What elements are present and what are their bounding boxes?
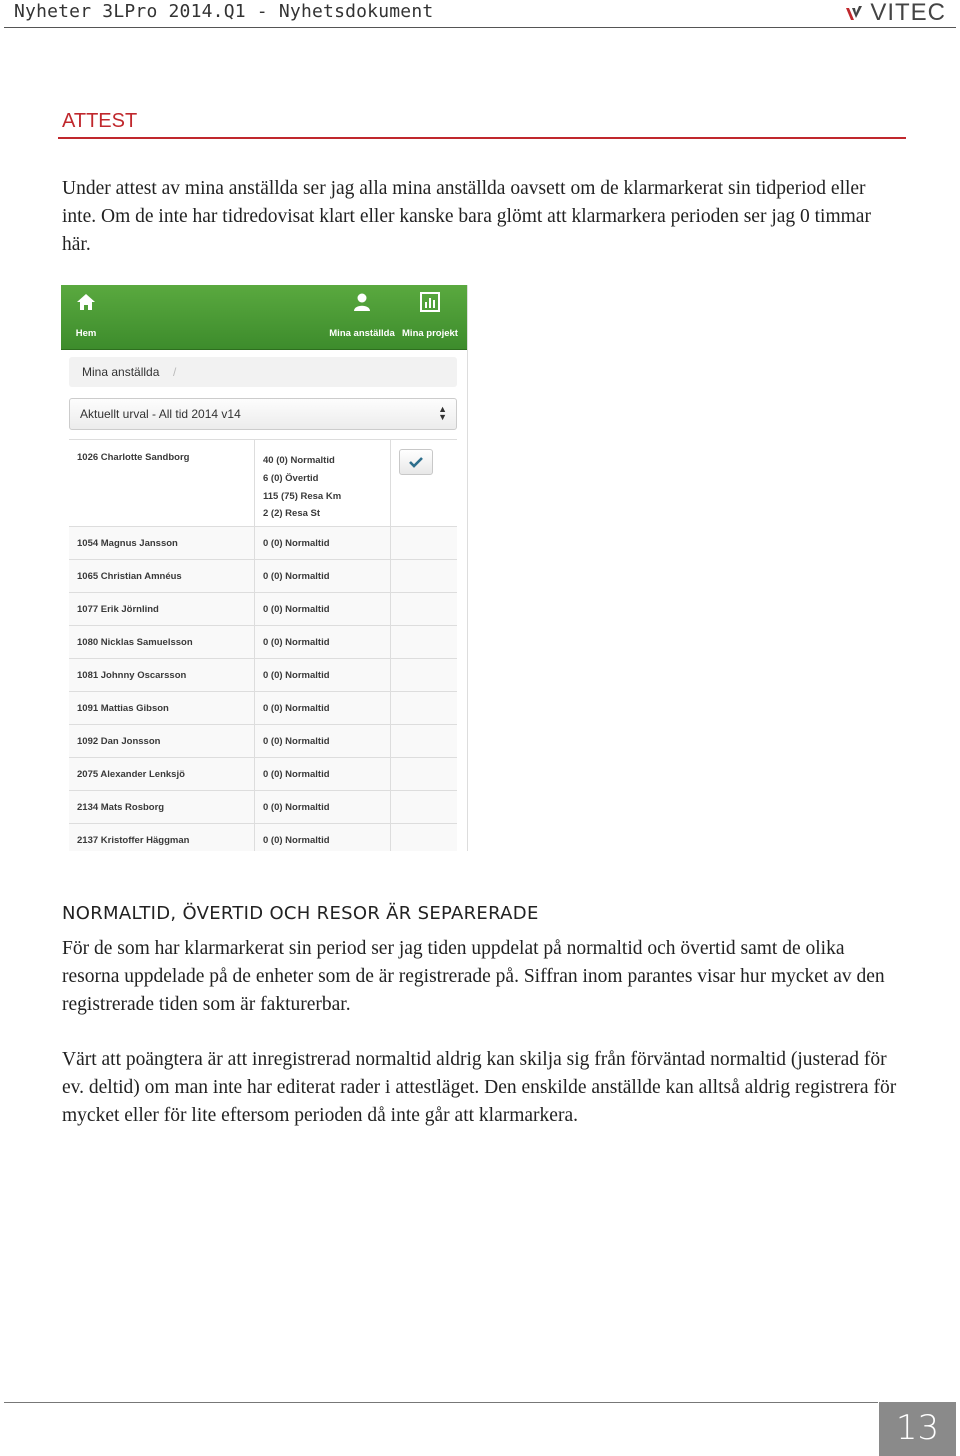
table-row[interactable] — [69, 593, 457, 626]
period-select-value: Aktuellt urval - All tid 2014 v14 — [80, 407, 241, 421]
checkmark-icon — [409, 456, 423, 468]
time-line: 40 (0) Normaltid — [263, 455, 335, 466]
time-line: 6 (0) Övertid — [263, 472, 319, 484]
app-screenshot — [61, 285, 468, 851]
intro-paragraph: Under attest av mina anställda ser jag alla mina anställda oavsett om de klarmarkerat sin tidperiod eller inte. Om de inte har tidredovisat klart eller kanske bara glömt att klarmarkera perioden ser jag 0 timmar här. — [62, 178, 871, 255]
breadcrumb-current: Mina anställda — [82, 365, 160, 379]
section-rule — [58, 137, 906, 139]
time-line: 115 (75) Resa Km — [263, 490, 342, 502]
table-row[interactable] — [69, 692, 457, 725]
vitec-logo-text: VITEC — [870, 0, 946, 26]
time-value: 0 (0) Normaltid — [263, 571, 330, 582]
page-header — [0, 0, 960, 28]
body-paragraph: För de som har klarmarkerat sin period ser jag tiden uppdelat på normaltid och övertid samt de olika resorna uppdelade på de enheter som de är registrerade på. Siffran inom parantes visar hur mycket av den registrerade tiden som är fakturerbar. — [62, 938, 885, 1015]
user-icon — [352, 292, 372, 312]
employee-name: 2134 Mats Rosborg — [77, 802, 165, 813]
employee-name: 1077 Erik Jörnlind — [77, 604, 159, 615]
table-row[interactable] — [69, 791, 457, 824]
time-value: 0 (0) Normaltid — [263, 637, 330, 648]
page-number-box — [879, 1402, 956, 1456]
breadcrumb — [69, 357, 457, 387]
time-value: 0 (0) Normaltid — [263, 703, 330, 714]
table-row[interactable] — [69, 758, 457, 791]
body-paragraph: Värt att poängtera är att inregistrerad normaltid aldrig kan skilja sig från förväntad normaltid (justerad för ev. deltid) om man inte har editerat rader i attestläget. Den enskilde anställde kan alltså aldrig registrera för mycket eller för lite eftersom perioden då inte går att klarmarkera. — [62, 1049, 897, 1126]
table-row[interactable] — [69, 659, 457, 692]
app-navbar — [61, 285, 467, 350]
employee-name: 2075 Alexander Lenksjö — [77, 769, 185, 780]
table-row[interactable] — [69, 527, 457, 560]
table-row[interactable] — [69, 824, 457, 851]
table-row[interactable] — [69, 725, 457, 758]
time-value: 0 (0) Normaltid — [263, 670, 330, 681]
nav-my-employees[interactable] — [327, 285, 397, 349]
employee-name: 1091 Mattias Gibson — [77, 703, 169, 714]
employee-name: 1054 Magnus Jansson — [77, 538, 178, 549]
footer-divider — [4, 1402, 878, 1403]
nav-my-employees-label: Mina anställda — [329, 328, 395, 339]
vitec-logo — [844, 2, 946, 24]
employee-name: 1026 Charlotte Sandborg — [77, 452, 190, 463]
table-row[interactable] — [69, 560, 457, 593]
nav-home-label: Hem — [75, 328, 97, 339]
table-row[interactable] — [69, 440, 457, 527]
select-arrows-icon: ▲ ▼ — [438, 404, 447, 422]
time-value: 0 (0) Normaltid — [263, 736, 330, 747]
period-select[interactable] — [69, 398, 457, 430]
time-value: 0 (0) Normaltid — [263, 538, 330, 549]
nav-my-projects[interactable] — [401, 285, 459, 349]
employee-name: 1080 Nicklas Samuelsson — [77, 637, 193, 648]
nav-home[interactable] — [69, 285, 103, 349]
vitec-logo-mark-icon — [844, 4, 864, 22]
breadcrumb-separator: / — [173, 365, 177, 379]
employee-name: 1065 Christian Amnéus — [77, 571, 182, 582]
employee-name: 1081 Johnny Oscarsson — [77, 670, 187, 681]
employee-name: 2137 Kristoffer Häggman — [77, 835, 190, 846]
page-number: 13 — [895, 1408, 940, 1448]
time-value: 0 (0) Normaltid — [263, 604, 330, 615]
employee-name: 1092 Dan Jonsson — [77, 736, 161, 747]
document-title: Nyheter 3LPro 2014.Q1 - Nyhetsdokument — [14, 1, 434, 22]
approve-button[interactable] — [399, 449, 433, 475]
home-icon — [76, 292, 96, 312]
time-breakdown — [263, 452, 341, 523]
bar-chart-icon — [420, 292, 440, 312]
section-title: ATTEST — [62, 110, 138, 132]
employee-table — [69, 439, 457, 851]
time-value: 0 (0) Normaltid — [263, 802, 330, 813]
time-value: 0 (0) Normaltid — [263, 835, 330, 846]
subsection-title: NORMALTID, ÖVERTID OCH RESOR ÄR SEPARERADE — [62, 903, 539, 924]
header-divider — [4, 27, 956, 28]
nav-my-projects-label: Mina projekt — [402, 328, 458, 339]
time-value: 0 (0) Normaltid — [263, 769, 330, 780]
table-row[interactable] — [69, 626, 457, 659]
time-line: 2 (2) Resa St — [263, 508, 321, 520]
